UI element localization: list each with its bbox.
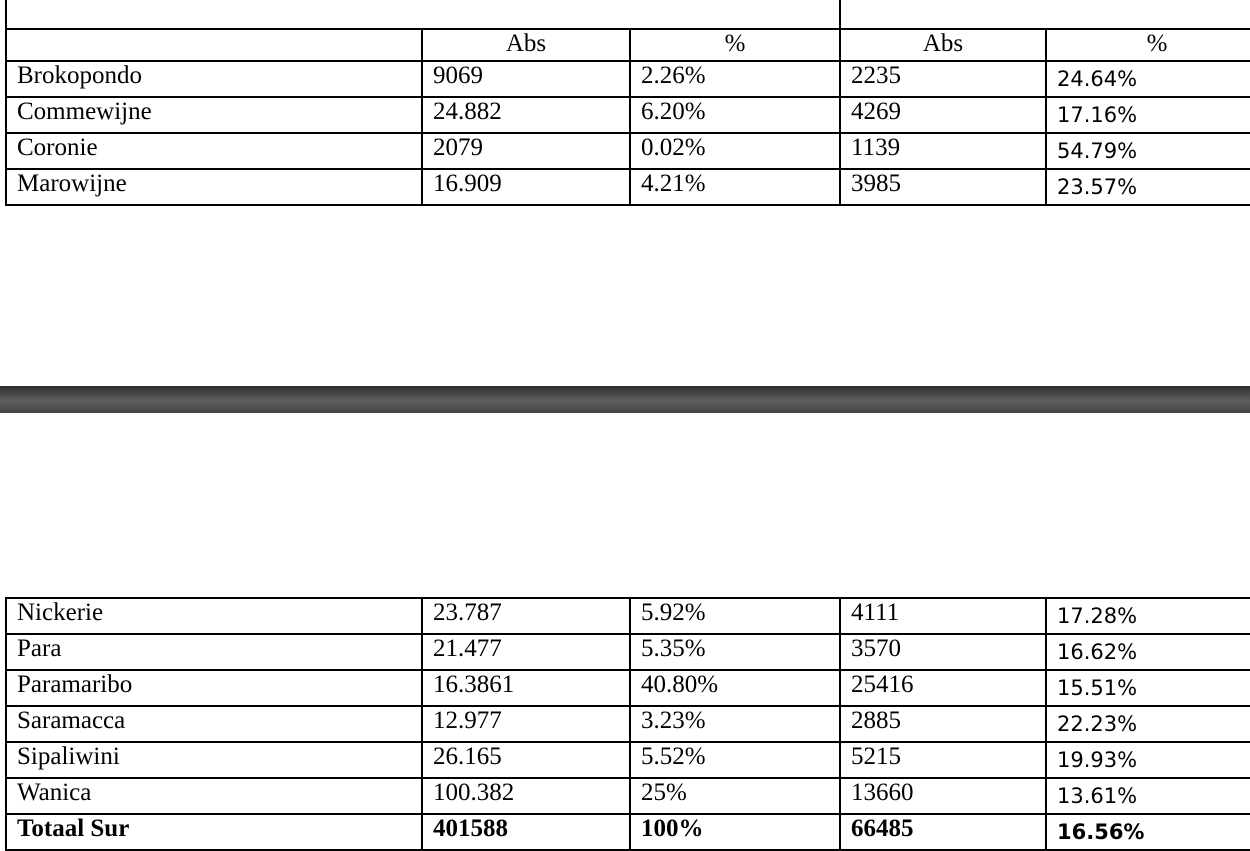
cell-pct-1: 5.35% <box>630 634 840 670</box>
cell-district: Nickerie <box>6 598 422 634</box>
cell-pct-1: 25% <box>630 778 840 814</box>
cell-abs-1: 100.382 <box>422 778 630 814</box>
cell-pct-1: 2.26% <box>630 61 840 97</box>
cell-pct-2: 17.16% <box>1046 97 1250 133</box>
cell-abs-2: 4269 <box>840 97 1046 133</box>
header-district <box>6 29 422 61</box>
cell-total-abs-1: 401588 <box>422 814 630 850</box>
cell-district: Para <box>6 634 422 670</box>
cell-abs-2: 1139 <box>840 133 1046 169</box>
cell-pct-2: 54.79% <box>1046 133 1250 169</box>
table-row <box>6 169 1250 205</box>
cell-pct-2: 22.23% <box>1046 706 1250 742</box>
cell-pct-2: 17.28% <box>1046 598 1250 634</box>
cell-district: Saramacca <box>6 706 422 742</box>
table-title-row <box>6 0 1250 29</box>
title-cell-right <box>840 0 1250 29</box>
cell-abs-2: 25416 <box>840 670 1046 706</box>
district-table-top <box>5 0 1250 206</box>
district-table-bottom <box>5 597 1250 851</box>
cell-abs-2: 2235 <box>840 61 1046 97</box>
cell-pct-1: 5.52% <box>630 742 840 778</box>
cell-abs-1: 9069 <box>422 61 630 97</box>
cell-abs-1: 16.909 <box>422 169 630 205</box>
cell-abs-1: 23.787 <box>422 598 630 634</box>
cell-pct-1: 40.80% <box>630 670 840 706</box>
cell-pct-2: 23.57% <box>1046 169 1250 205</box>
title-cell-left <box>6 0 840 29</box>
header-pct-1: % <box>630 29 840 61</box>
cell-pct-1: 4.21% <box>630 169 840 205</box>
cell-abs-2: 3570 <box>840 634 1046 670</box>
cell-abs-2: 4111 <box>840 598 1046 634</box>
cell-total-pct-1: 100% <box>630 814 840 850</box>
header-abs-2: Abs <box>840 29 1046 61</box>
cell-total-label: Totaal Sur <box>6 814 422 850</box>
header-abs-1: Abs <box>422 29 630 61</box>
cell-abs-2: 2885 <box>840 706 1046 742</box>
cell-pct-2: 13.61% <box>1046 778 1250 814</box>
cell-total-pct-2: 16.56% <box>1046 814 1250 850</box>
cell-district: Sipaliwini <box>6 742 422 778</box>
cell-pct-1: 5.92% <box>630 598 840 634</box>
table-row <box>6 598 1250 634</box>
cell-pct-1: 0.02% <box>630 133 840 169</box>
cell-abs-2: 13660 <box>840 778 1046 814</box>
cell-abs-1: 21.477 <box>422 634 630 670</box>
cell-pct-2: 16.62% <box>1046 634 1250 670</box>
cell-district: Coronie <box>6 133 422 169</box>
table-row <box>6 742 1250 778</box>
page-divider-bar <box>0 386 1250 413</box>
cell-district: Wanica <box>6 778 422 814</box>
cell-pct-2: 15.51% <box>1046 670 1250 706</box>
table-total-row <box>6 814 1250 850</box>
table-header-row <box>6 29 1250 61</box>
cell-abs-2: 3985 <box>840 169 1046 205</box>
cell-pct-2: 24.64% <box>1046 61 1250 97</box>
cell-abs-1: 26.165 <box>422 742 630 778</box>
cell-district: Paramaribo <box>6 670 422 706</box>
cell-total-abs-2: 66485 <box>840 814 1046 850</box>
table-row <box>6 97 1250 133</box>
table-row <box>6 670 1250 706</box>
cell-abs-1: 24.882 <box>422 97 630 133</box>
table-row <box>6 706 1250 742</box>
cell-abs-1: 16.3861 <box>422 670 630 706</box>
cell-abs-1: 12.977 <box>422 706 630 742</box>
table-row <box>6 634 1250 670</box>
header-pct-2: % <box>1046 29 1250 61</box>
table-row <box>6 61 1250 97</box>
cell-pct-2: 19.93% <box>1046 742 1250 778</box>
table-row <box>6 778 1250 814</box>
cell-abs-1: 2079 <box>422 133 630 169</box>
cell-district: Marowijne <box>6 169 422 205</box>
cell-pct-1: 6.20% <box>630 97 840 133</box>
cell-district: Commewijne <box>6 97 422 133</box>
cell-pct-1: 3.23% <box>630 706 840 742</box>
table-row <box>6 133 1250 169</box>
cell-district: Brokopondo <box>6 61 422 97</box>
cell-abs-2: 5215 <box>840 742 1046 778</box>
